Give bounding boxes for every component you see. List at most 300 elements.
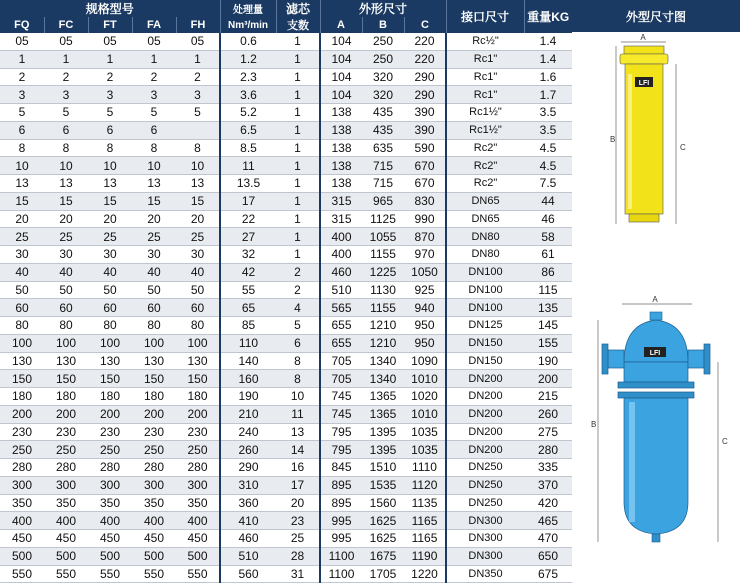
cell-fq: 20 [0,210,44,228]
cell-cartridges: 17 [276,476,320,494]
cell-ft: 3 [88,86,132,104]
cell-dim-b: 1155 [362,299,404,317]
cell-port: DN80 [446,246,524,264]
cell-fa: 40 [132,263,176,281]
col-a: A [320,17,362,33]
cell-port: Rc1" [446,68,524,86]
cell-weight: 46 [524,210,572,228]
table-body [0,33,572,583]
col-c: C [404,17,446,33]
cell-dim-b: 965 [362,192,404,210]
cell-dim-a: 565 [320,299,362,317]
cell-fc: 13 [44,175,88,193]
cell-dim-b: 320 [362,68,404,86]
cell-fc: 50 [44,281,88,299]
cell-dim-b: 1340 [362,370,404,388]
cell-fh: 10 [176,157,220,175]
cell-port: Rc1" [446,50,524,68]
cell-fq: 15 [0,192,44,210]
cell-fh: 100 [176,334,220,352]
cell-dim-b: 1705 [362,565,404,583]
cell-dim-a: 845 [320,459,362,477]
cell-ft: 5 [88,104,132,122]
cell-flow: 560 [220,565,276,583]
cell-ft: 25 [88,228,132,246]
cell-fa: 50 [132,281,176,299]
cell-dim-a: 138 [320,157,362,175]
cell-port: Rc2" [446,175,524,193]
table-row [0,494,572,512]
cell-flow: 260 [220,441,276,459]
cell-fh: 60 [176,299,220,317]
cell-ft: 6 [88,121,132,139]
cell-weight: 335 [524,459,572,477]
cell-flow: 32 [220,246,276,264]
cell-ft: 500 [88,547,132,565]
cell-fc: 8 [44,139,88,157]
cell-ft: 50 [88,281,132,299]
cell-flow: 360 [220,494,276,512]
cell-cartridges: 16 [276,459,320,477]
cell-dim-a: 1100 [320,565,362,583]
cell-fa: 550 [132,565,176,583]
cell-dim-b: 1225 [362,263,404,281]
cell-dim-b: 435 [362,104,404,122]
cell-cartridges: 20 [276,494,320,512]
large-filter-drawing [591,295,728,542]
cell-dim-b: 1395 [362,423,404,441]
cell-dim-b: 250 [362,50,404,68]
cell-fc: 400 [44,512,88,530]
dim-c-label-large: C [722,437,728,446]
cell-port: DN65 [446,210,524,228]
col-fq: FQ [0,17,44,33]
cell-cartridges: 2 [276,281,320,299]
cell-dim-c: 970 [404,246,446,264]
cell-dim-a: 655 [320,317,362,335]
cell-dim-c: 990 [404,210,446,228]
table-row [0,121,572,139]
cell-flow: 22 [220,210,276,228]
cell-fc: 25 [44,228,88,246]
cell-flow: 13.5 [220,175,276,193]
cell-fa: 450 [132,530,176,548]
cell-flow: 85 [220,317,276,335]
cell-ft: 230 [88,423,132,441]
cell-fc: 280 [44,459,88,477]
table-row [0,441,572,459]
cell-port: Rc1" [446,86,524,104]
cell-port: DN250 [446,476,524,494]
cell-flow: 190 [220,388,276,406]
cell-dim-b: 1210 [362,317,404,335]
cell-ft: 280 [88,459,132,477]
cell-fh: 20 [176,210,220,228]
cell-dim-c: 1010 [404,370,446,388]
table-row [0,157,572,175]
cell-fq: 80 [0,317,44,335]
cell-fc: 130 [44,352,88,370]
cell-flow: 42 [220,263,276,281]
cell-port: DN200 [446,370,524,388]
cell-fa: 30 [132,246,176,264]
col-fa: FA [132,17,176,33]
small-filter-drawing [610,33,686,224]
cell-ft: 8 [88,139,132,157]
cell-fa: 500 [132,547,176,565]
cell-fq: 10 [0,157,44,175]
cell-fh: 180 [176,388,220,406]
model-header: 规格型号 [0,0,220,17]
cell-fh: 150 [176,370,220,388]
cell-fq: 100 [0,334,44,352]
cell-cartridges: 2 [276,263,320,281]
cell-ft: 15 [88,192,132,210]
cell-weight: 4.5 [524,139,572,157]
cell-dim-b: 435 [362,121,404,139]
cell-fh: 25 [176,228,220,246]
cell-dim-c: 1135 [404,494,446,512]
cartridge-header-bottom: 支数 [276,17,320,33]
cell-dim-c: 670 [404,175,446,193]
cell-dim-b: 715 [362,175,404,193]
cell-fa: 13 [132,175,176,193]
table-row [0,210,572,228]
small-filter-logo: LFI [638,80,650,87]
table-row [0,228,572,246]
cell-fq: 6 [0,121,44,139]
port-header: 接口尺寸 [446,0,524,33]
cell-dim-a: 104 [320,33,362,50]
cell-port: DN100 [446,299,524,317]
cell-dim-c: 1020 [404,388,446,406]
cell-dim-b: 250 [362,33,404,50]
cell-dim-c: 870 [404,228,446,246]
cell-ft: 150 [88,370,132,388]
cell-fc: 250 [44,441,88,459]
cell-fq: 05 [0,33,44,50]
cell-weight: 145 [524,317,572,335]
cell-fa: 3 [132,86,176,104]
cell-fa: 15 [132,192,176,210]
cell-dim-b: 1675 [362,547,404,565]
cell-port: DN65 [446,192,524,210]
cell-fa: 280 [132,459,176,477]
cell-ft: 60 [88,299,132,317]
cell-ft: 30 [88,246,132,264]
cell-weight: 86 [524,263,572,281]
table-row [0,299,572,317]
cell-dim-a: 995 [320,512,362,530]
cell-ft: 130 [88,352,132,370]
cell-flow: 310 [220,476,276,494]
cell-weight: 135 [524,299,572,317]
dim-a-label-small: A [640,33,646,42]
cell-weight: 215 [524,388,572,406]
cell-fc: 6 [44,121,88,139]
cell-dim-a: 104 [320,68,362,86]
dim-a-label-large: A [652,295,658,304]
cell-fc: 500 [44,547,88,565]
cell-dim-b: 1055 [362,228,404,246]
cell-cartridges: 23 [276,512,320,530]
cell-cartridges: 6 [276,334,320,352]
cell-dim-a: 745 [320,405,362,423]
cell-cartridges: 1 [276,246,320,264]
cell-cartridges: 1 [276,175,320,193]
cell-flow: 3.6 [220,86,276,104]
cell-fc: 80 [44,317,88,335]
cell-fq: 250 [0,441,44,459]
cell-dim-c: 1165 [404,512,446,530]
cell-dim-a: 510 [320,281,362,299]
cell-dim-c: 670 [404,157,446,175]
table-row [0,281,572,299]
cell-weight: 420 [524,494,572,512]
cell-port: DN250 [446,459,524,477]
cell-fq: 5 [0,104,44,122]
cell-fq: 1 [0,50,44,68]
cell-weight: 3.5 [524,104,572,122]
cell-cartridges: 1 [276,104,320,122]
cell-fa: 80 [132,317,176,335]
cell-weight: 1.6 [524,68,572,86]
cell-flow: 240 [220,423,276,441]
cell-dim-b: 1365 [362,405,404,423]
col-fc: FC [44,17,88,33]
cell-fq: 150 [0,370,44,388]
cell-fa: 6 [132,121,176,139]
cell-weight: 155 [524,334,572,352]
cell-ft: 13 [88,175,132,193]
cell-dim-a: 104 [320,86,362,104]
cell-fh: 2 [176,68,220,86]
cell-fq: 280 [0,459,44,477]
cell-fq: 40 [0,263,44,281]
dim-b-label-large: B [591,420,597,429]
cell-dim-c: 1090 [404,352,446,370]
cell-port: DN300 [446,512,524,530]
table-row [0,530,572,548]
cell-cartridges: 4 [276,299,320,317]
cell-weight: 190 [524,352,572,370]
cell-flow: 11 [220,157,276,175]
table-row [0,139,572,157]
cell-fh: 250 [176,441,220,459]
cell-dim-b: 635 [362,139,404,157]
cell-fq: 3 [0,86,44,104]
cell-fc: 100 [44,334,88,352]
cell-flow: 55 [220,281,276,299]
cell-weight: 1.4 [524,50,572,68]
cell-fh: 5 [176,104,220,122]
cell-fq: 2 [0,68,44,86]
cell-weight: 4.5 [524,157,572,175]
cell-fh: 80 [176,317,220,335]
cell-port: DN150 [446,334,524,352]
cell-weight: 275 [524,423,572,441]
cell-cartridges: 1 [276,210,320,228]
cell-fa: 180 [132,388,176,406]
cell-fh: 40 [176,263,220,281]
cell-dim-c: 940 [404,299,446,317]
cell-fc: 1 [44,50,88,68]
cell-ft: 20 [88,210,132,228]
cell-weight: 3.5 [524,121,572,139]
cell-ft: 2 [88,68,132,86]
cell-ft: 300 [88,476,132,494]
cell-flow: 110 [220,334,276,352]
cell-dim-b: 1125 [362,210,404,228]
cell-fh: 230 [176,423,220,441]
cell-dim-b: 1510 [362,459,404,477]
cell-ft: 350 [88,494,132,512]
cell-dim-c: 390 [404,104,446,122]
cell-fh: 280 [176,459,220,477]
table-row [0,370,572,388]
cell-fq: 200 [0,405,44,423]
cell-dim-c: 1035 [404,441,446,459]
cell-fa: 130 [132,352,176,370]
cell-dim-a: 655 [320,334,362,352]
table-row [0,352,572,370]
cell-fa: 400 [132,512,176,530]
cell-cartridges: 25 [276,530,320,548]
cell-flow: 27 [220,228,276,246]
cell-cartridges: 11 [276,405,320,423]
cell-fa: 250 [132,441,176,459]
cell-flow: 210 [220,405,276,423]
table-row [0,104,572,122]
cell-fh: 13 [176,175,220,193]
cell-dim-b: 1155 [362,246,404,264]
cell-flow: 160 [220,370,276,388]
cell-cartridges: 8 [276,352,320,370]
cell-fh: 3 [176,86,220,104]
table-row [0,192,572,210]
cell-fa: 60 [132,299,176,317]
cell-fh: 30 [176,246,220,264]
cell-weight: 650 [524,547,572,565]
cell-fq: 350 [0,494,44,512]
cell-fq: 450 [0,530,44,548]
cell-fc: 15 [44,192,88,210]
cell-flow: 460 [220,530,276,548]
cell-fa: 5 [132,104,176,122]
cell-fq: 550 [0,565,44,583]
cell-dim-a: 315 [320,210,362,228]
cell-dim-a: 795 [320,441,362,459]
cell-fa: 25 [132,228,176,246]
cell-cartridges: 1 [276,50,320,68]
cell-cartridges: 1 [276,157,320,175]
cell-ft: 400 [88,512,132,530]
cell-dim-a: 895 [320,494,362,512]
cell-flow: 8.5 [220,139,276,157]
cell-fa: 300 [132,476,176,494]
cell-dim-b: 1365 [362,388,404,406]
cell-dim-b: 1560 [362,494,404,512]
cell-dim-c: 1220 [404,565,446,583]
large-filter-logo: LFI [649,350,661,357]
cell-cartridges: 1 [276,228,320,246]
col-b: B [362,17,404,33]
cell-fc: 10 [44,157,88,175]
cell-port: DN300 [446,530,524,548]
cell-cartridges: 5 [276,317,320,335]
cell-weight: 61 [524,246,572,264]
cell-dim-c: 220 [404,50,446,68]
cell-port: DN250 [446,494,524,512]
cell-fh: 1 [176,50,220,68]
cell-fq: 30 [0,246,44,264]
cell-fh: 200 [176,405,220,423]
cell-dim-a: 705 [320,370,362,388]
cell-weight: 1.7 [524,86,572,104]
cell-dim-c: 1050 [404,263,446,281]
cell-dim-b: 715 [362,157,404,175]
cell-flow: 65 [220,299,276,317]
cell-flow: 140 [220,352,276,370]
table-row [0,547,572,565]
cell-flow: 2.3 [220,68,276,86]
cell-dim-b: 320 [362,86,404,104]
cell-dim-b: 1625 [362,530,404,548]
cell-dim-a: 138 [320,139,362,157]
flow-header-top: 处理量 [220,0,276,17]
cell-fh: 350 [176,494,220,512]
cell-fc: 350 [44,494,88,512]
cell-port: Rc1½" [446,104,524,122]
cell-cartridges: 1 [276,33,320,50]
cell-fc: 5 [44,104,88,122]
cell-dim-c: 220 [404,33,446,50]
cell-port: Rc2" [446,157,524,175]
cell-fh: 500 [176,547,220,565]
cell-dim-a: 460 [320,263,362,281]
cell-fa: 1 [132,50,176,68]
cell-fc: 3 [44,86,88,104]
cell-cartridges: 1 [276,86,320,104]
cell-fc: 450 [44,530,88,548]
table-row [0,405,572,423]
cell-cartridges: 31 [276,565,320,583]
cell-port: Rc1½" [446,121,524,139]
cell-dim-b: 1340 [362,352,404,370]
cell-ft: 1 [88,50,132,68]
cell-fh: 8 [176,139,220,157]
cell-cartridges: 13 [276,423,320,441]
cell-fq: 13 [0,175,44,193]
cell-ft: 180 [88,388,132,406]
weight-header: 重量KG [524,0,572,33]
cell-dim-a: 315 [320,192,362,210]
table-row [0,388,572,406]
cell-dim-a: 1100 [320,547,362,565]
table-row [0,50,572,68]
cell-fa: 150 [132,370,176,388]
cell-port: DN150 [446,352,524,370]
cell-fq: 500 [0,547,44,565]
cell-dim-b: 1625 [362,512,404,530]
table-row [0,33,572,50]
cell-dim-b: 1535 [362,476,404,494]
table-row [0,86,572,104]
cell-dim-a: 104 [320,50,362,68]
cell-dim-b: 1395 [362,441,404,459]
cell-fq: 25 [0,228,44,246]
cell-dim-c: 590 [404,139,446,157]
